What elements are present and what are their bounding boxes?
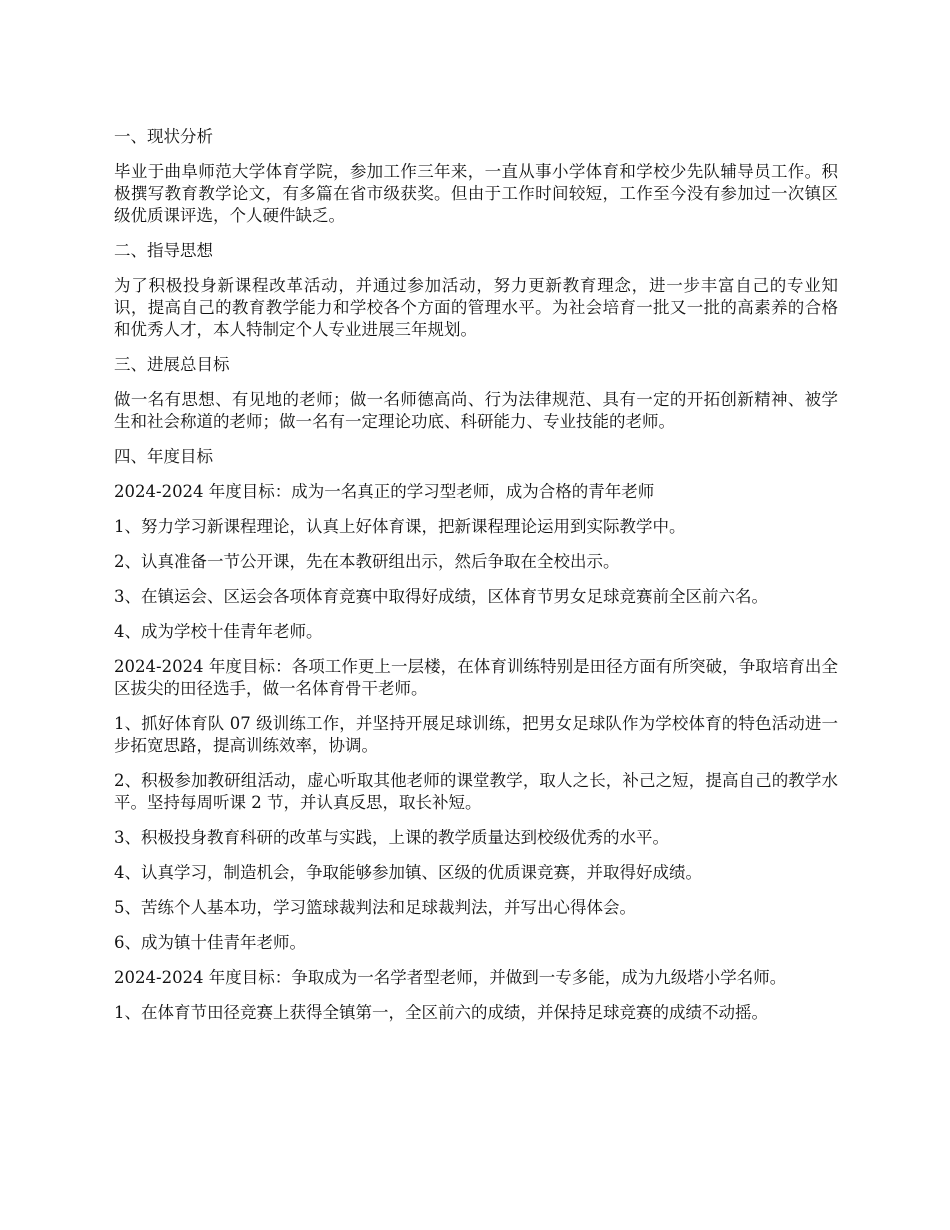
paragraph-guiding-ideology: 为了积极投身新课程改革活动，并通过参加活动，努力更新教育理念，进一步丰富自己的专业知识，提高自己的教育教学能力和学校各个方面的管理水平。为社会培育一批又一批的高素养的合格和优秀人才，本人特制定个人专业进展三年规划。 xyxy=(114,276,838,339)
list-item: 5、苦练个人基本功，学习篮球裁判法和足球裁判法，并写出心得体会。 xyxy=(114,898,636,917)
list-item: 4、认真学习，制造机会，争取能够参加镇、区级的优质课竞赛，并取得好成绩。 xyxy=(114,863,702,882)
list-item: 2、认真准备一节公开课，先在本教研组出示，然后争取在全校出示。 xyxy=(114,552,620,571)
year-goal-1: 2024-2024 年度目标：成为一名真正的学习型老师，成为合格的青年老师 xyxy=(114,482,655,501)
section-heading-annual-goals: 四、年度目标 xyxy=(114,447,213,466)
list-item: 4、成为学校十佳青年老师。 xyxy=(114,622,323,641)
list-item: 1、抓好体育队 07 级训练工作，并坚持开展足球训练，把男女足球队作为学校体育的特色活动进一步拓宽思路，提高训练效率，协调。 xyxy=(114,714,838,755)
list-item: 1、努力学习新课程理论，认真上好体育课，把新课程理论运用到实际教学中。 xyxy=(114,517,686,536)
paragraph-status-analysis: 毕业于曲阜师范大学体育学院，参加工作三年来，一直从事小学体育和学校少先队辅导员工作。积极撰写教育教学论文，有多篇在省市级获奖。但由于工作时间较短，工作至今没有参加过一次镇区级优质课评选，个人硬件缺乏。 xyxy=(114,162,838,225)
list-item: 2、积极参加教研组活动，虚心听取其他老师的课堂教学，取人之长，补己之短，提高自己的教学水平。坚持每周听课 2 节，并认真反思，取长补短。 xyxy=(114,771,838,812)
list-item: 3、积极投身教育科研的改革与实践，上课的教学质量达到校级优秀的水平。 xyxy=(114,828,669,847)
section-heading-guiding-ideology: 二、指导思想 xyxy=(114,241,213,260)
paragraph-overall-goal: 做一名有思想、有见地的老师；做一名师德高尚、行为法律规范、具有一定的开拓创新精神、被学生和社会称道的老师；做一名有一定理论功底、科研能力、专业技能的老师。 xyxy=(114,390,838,431)
section-heading-status-analysis: 一、现状分析 xyxy=(114,127,213,146)
list-item: 6、成为镇十佳青年老师。 xyxy=(114,933,306,952)
section-heading-overall-goal: 三、进展总目标 xyxy=(114,355,230,374)
year-goal-2: 2024-2024 年度目标：各项工作更上一层楼，在体育训练特别是田径方面有所突破，争取培育出全区拔尖的田径选手，做一名体育骨干老师。 xyxy=(114,657,838,698)
list-item: 1、在体育节田径竞赛上获得全镇第一，全区前六的成绩，并保持足球竞赛的成绩不动摇。 xyxy=(114,1003,768,1022)
list-item: 3、在镇运会、区运会各项体育竞赛中取得好成绩，区体育节男女足球竞赛前全区前六名。 xyxy=(114,587,768,606)
document-page xyxy=(114,126,838,1037)
year-goal-3: 2024-2024 年度目标：争取成为一名学者型老师，并做到一专多能，成为九级塔小学名师。 xyxy=(114,968,787,987)
